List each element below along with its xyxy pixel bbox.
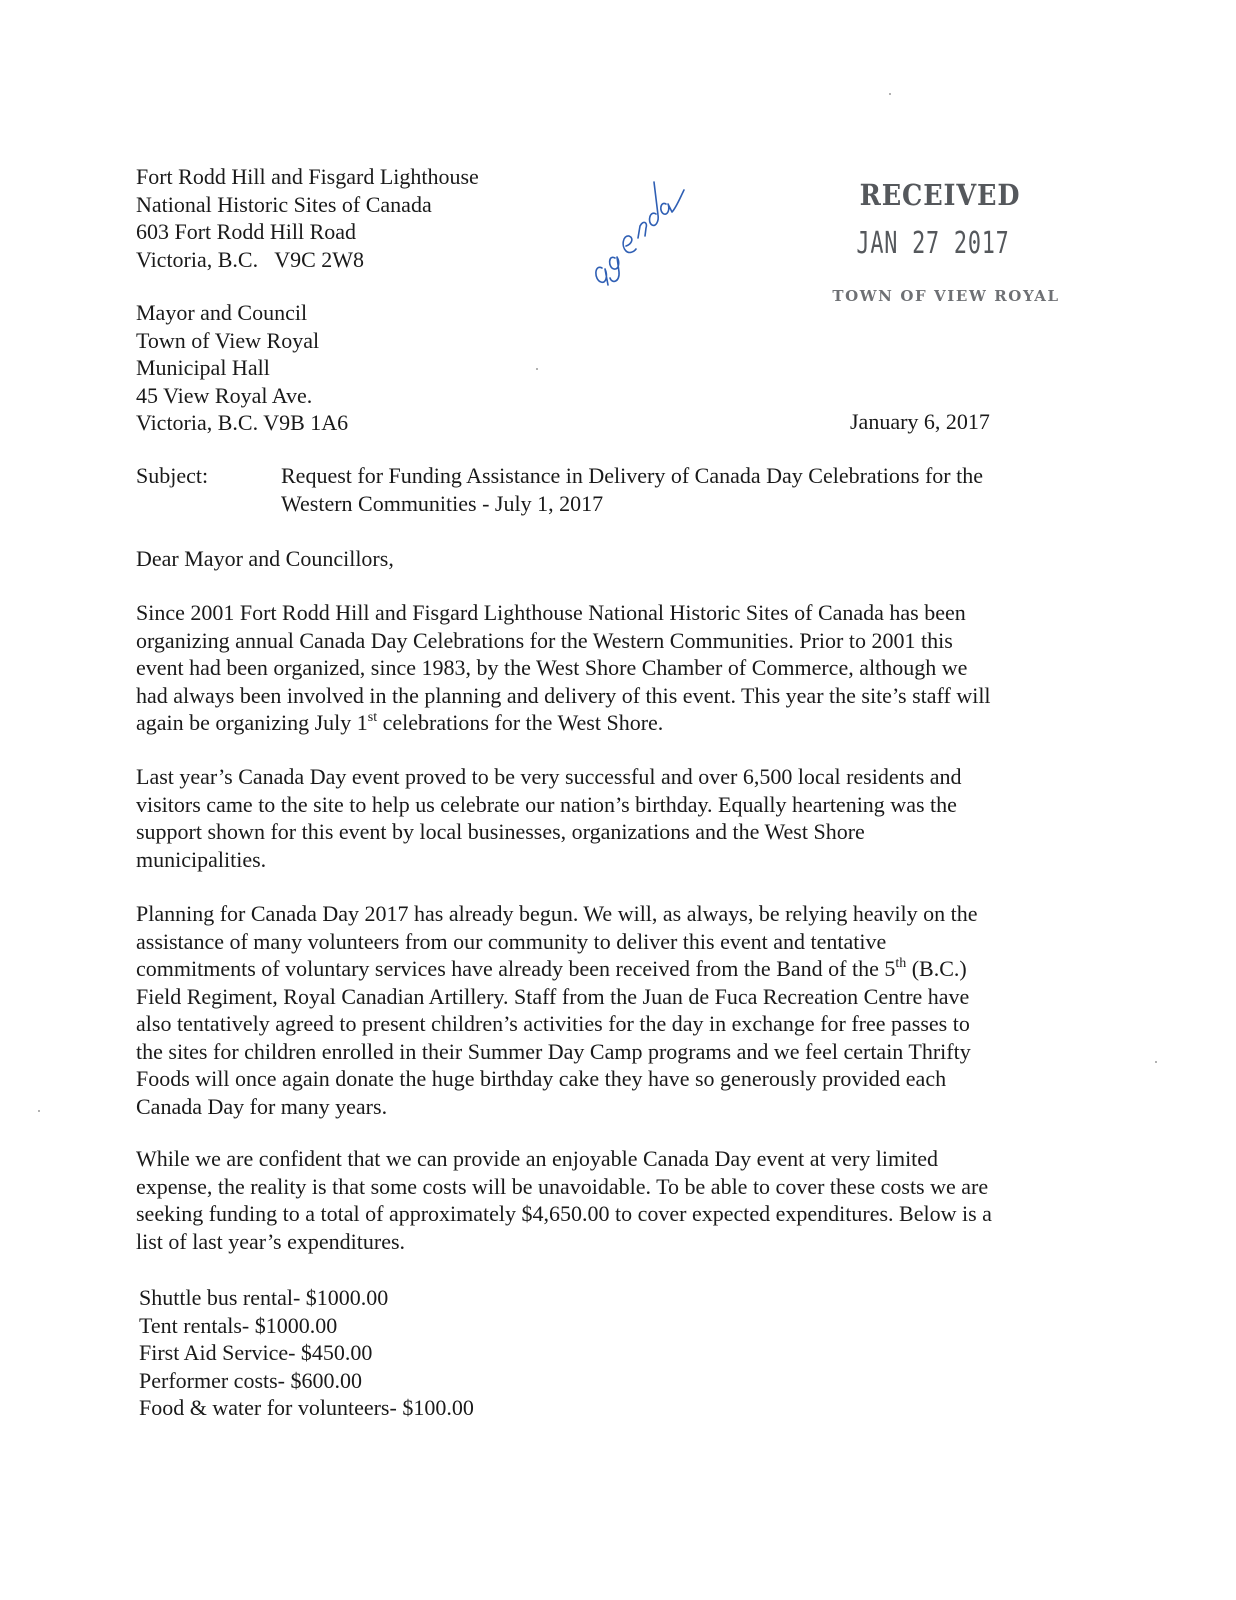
recipient-line: Municipal Hall [136,355,270,380]
paragraph-history [136,599,991,737]
recipient-line: Mayor and Council [136,300,308,325]
paragraph-line [136,955,978,983]
paragraph-last-year [136,763,962,873]
paragraph-line: expense, the reality is that some costs will be unavoidable. To be able to cover these costs we are [136,1173,989,1199]
superscript: th [895,955,907,971]
expenses-list [139,1284,474,1422]
paragraph-line: visitors came to the site to help us celebrate our nation’s birthday. Equally heartening was the [136,791,957,817]
sender-line: Victoria, B.C. V9C 2W8 [136,246,365,272]
recipient-line: Town of View Royal [136,327,320,353]
letter-date: January 6, 2017 [850,409,990,434]
subject-line: Western Communities - July 1, 2017 [281,490,604,516]
paragraph-funding-request [136,1145,992,1255]
stamp-town: TOWN OF VIEW ROYAL [832,287,1060,305]
paragraph-line: Canada Day for many years. [136,1093,388,1119]
text-run: (B.C.) [906,956,967,981]
recipient-address [136,299,348,437]
subject-text [281,462,983,517]
paragraph-line: support shown for this event by local businesses, organizations and the West Shore [136,819,865,844]
paragraph-line [136,709,991,737]
text-run: celebrations for the West Shore. [377,710,664,735]
subject-line: Request for Funding Assistance in Delivery of Canada Day Celebrations for the [281,463,984,488]
text-run: commitments of voluntary services have already been received from the Band of the 5 [136,956,896,981]
paragraph-planning [136,900,978,1120]
expense-item: First Aid Service- $450.00 [139,1340,373,1365]
stamp-date: JAN 27 2017 [856,224,1010,261]
subject-label: Subject: [136,463,209,488]
expense-item: Tent rentals- $1000.00 [139,1312,338,1338]
sender-address [136,163,479,273]
sender-line: National Historic Sites of Canada [136,191,432,217]
paragraph-line: Last year’s Canada Day event proved to be very successful and over 6,500 local residents and [136,764,962,789]
recipient-line: 45 View Royal Ave. [136,382,313,408]
text-run: again be organizing July 1 [136,710,368,735]
paragraph-line: seeking funding to a total of approximately $4,650.00 to cover expected expenditures. Below is a [136,1201,992,1226]
scan-speck [1155,1061,1157,1063]
paragraph-line: Foods will once again donate the huge birthday cake they have so generously provided each [136,1066,947,1091]
paragraph-line: Field Regiment, Royal Canadian Artillery. Staff from the Juan de Fuca Recreation Centre have [136,983,970,1009]
paragraph-line: Planning for Canada Day 2017 has already begun. We will, as always, be relying heavily on the [136,901,978,926]
superscript: st [367,709,378,725]
sender-line: Fort Rodd Hill and Fisgard Lighthouse [136,164,479,189]
expense-item: Shuttle bus rental- $1000.00 [139,1285,389,1310]
expense-item: Performer costs- $600.00 [139,1367,363,1393]
paragraph-line: also tentatively agreed to present children’s activities for the day in exchange for free passes to [136,1011,970,1036]
stamp-received-text: RECEIVED [859,178,1021,212]
paragraph-line: While we are confident that we can provide an enjoyable Canada Day event at very limited [136,1146,939,1171]
paragraph-line: had always been involved in the planning and delivery of this event. This year the site’s staff will [136,682,991,708]
scan-speck [38,1110,40,1112]
paragraph-line: the sites for children enrolled in their Summer Day Camp programs and we feel certain Thrifty [136,1038,971,1064]
paragraph-line: organizing annual Canada Day Celebrations for the Western Communities. Prior to 2001 this [136,627,953,653]
paragraph-line: list of last year’s expenditures. [136,1228,406,1254]
salutation: Dear Mayor and Councillors, [136,546,394,571]
scan-speck [889,93,891,95]
recipient-line: Victoria, B.C. V9B 1A6 [136,410,349,435]
sender-line: 603 Fort Rodd Hill Road [136,219,357,244]
paragraph-line: event had been organized, since 1983, by the West Shore Chamber of Commerce, although we [136,655,968,680]
expense-item: Food & water for volunteers- $100.00 [139,1395,474,1420]
scan-speck [536,368,538,370]
paragraph-line: municipalities. [136,846,267,872]
paragraph-line: assistance of many volunteers from our community to deliver this event and tentative [136,928,887,954]
paragraph-line: Since 2001 Fort Rodd Hill and Fisgard Lighthouse National Historic Sites of Canada has been [136,600,966,625]
handwritten-agenda-note [588,168,688,294]
